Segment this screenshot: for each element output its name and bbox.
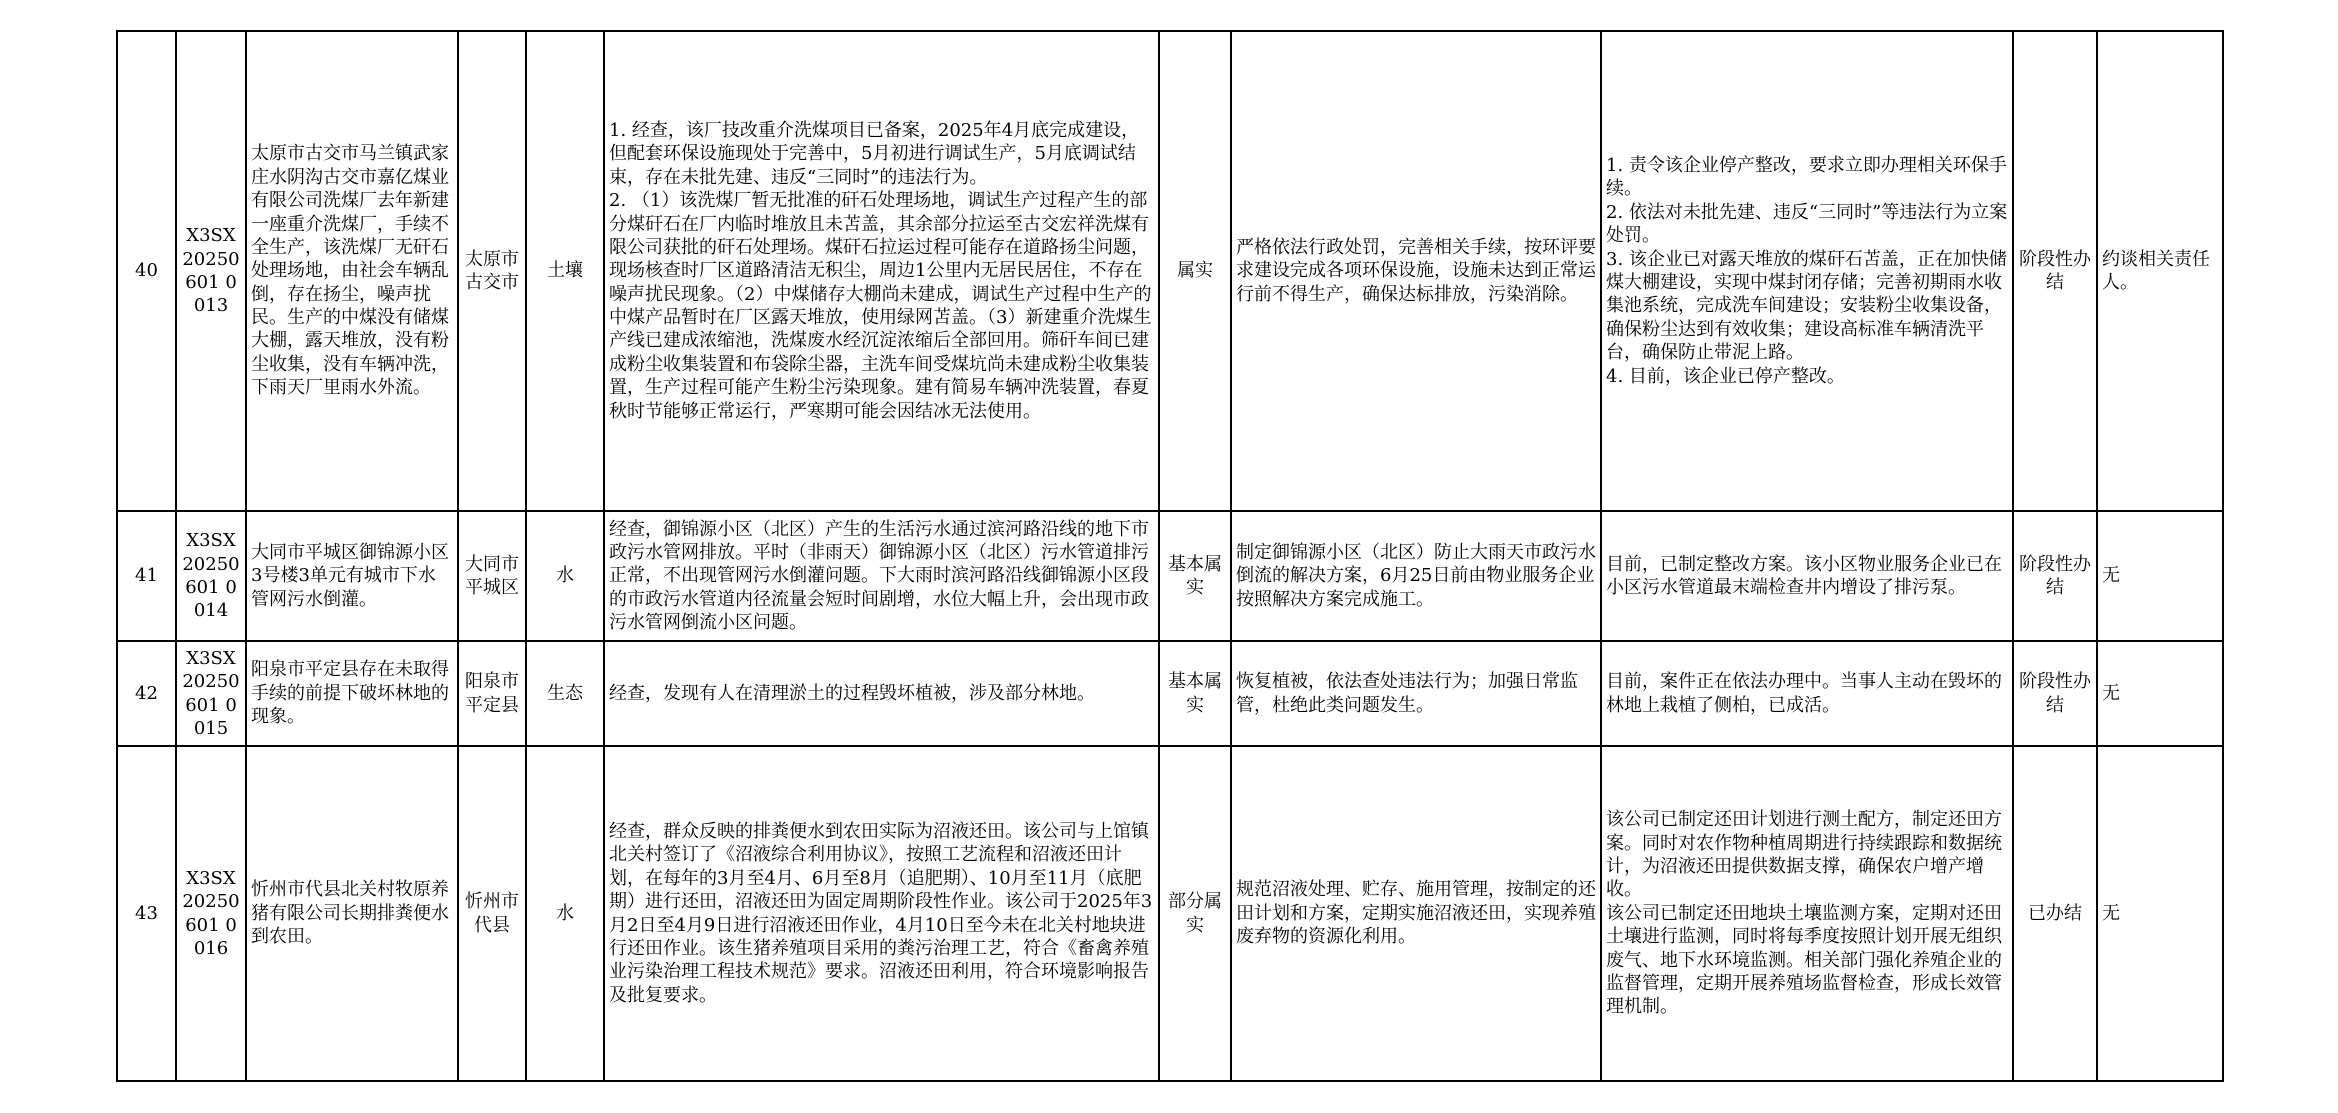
progress-line: 3. 该企业已对露天堆放的煤矸石苫盖，正在加快储煤大棚建设，实现中煤封闭存储；完善初期雨水收集池系统，完成洗车间建设；安装粉尘收集设备，确保粉尘达到有效收集；建设高标准车辆清洗平台，确保防止带泥上路。 xyxy=(1606,248,2007,364)
case-number: 41 xyxy=(117,511,176,641)
case-code: X3SX20250601 0016 xyxy=(176,746,246,1081)
table-row xyxy=(117,511,2223,641)
findings-line: 经查，御锦源小区（北区）产生的生活污水通过滨河路沿线的地下市政污水管网排放。平时（非雨天）御锦源小区（北区）污水管道排污正常，不出现管网污水倒灌问题。下大雨时滨河路沿线御锦源小区段的市政污水管道内径流量会短时间剧增，水位大幅上升，会出现市政污水管网倒流小区问题。 xyxy=(609,518,1149,634)
case-number: 43 xyxy=(117,746,176,1081)
progress-line: 该公司已制定还田计划进行测土配方，制定还田方案。同时对农作物种植周期进行持续跟踪和数据统计，为沼液还田提供数据支撑，确保农户增产增收。 xyxy=(1606,809,2002,901)
findings-line: 2. （1）该洗煤厂暂无批准的矸石处理场地，调试生产过程产生的部分煤矸石在厂内临时堆放且未苫盖，其余部分拉运至古交宏祥洗煤有限公司获批的矸石处理场。煤矸石拉运过程可能存在道路扬尘问题，现场核查时厂区道路清洁无积尘，周边1公里内无居民居住，不存在噪声扰民现象。（2）中煤储存大棚尚未建成，调试生产过程中生产的中煤产品暂时在厂区露天堆放，使用绿网苫盖。（3）新建重介洗煤生产线已建成浓缩池，洗煤废水经沉淀浓缩后全部回用。筛矸车间已建成粉尘收集装置和布袋除尘器，主洗车间受煤坑尚未建成粉尘收集装置，生产过程可能产生粉尘污染现象。建有简易车辆冲洗装置，春夏秋时节能够正常运行，严寒期可能会因结冰无法使用。 xyxy=(609,190,1152,422)
completion-status: 阶段性办结 xyxy=(2013,511,2097,641)
verification-result: 基本属实 xyxy=(1159,641,1231,746)
investigation-findings xyxy=(604,746,1159,1081)
rectification-plan: 制定御锦源小区（北区）防止大雨天市政污水倒流的解决方案，6月25日前由物业服务企业按照解决方案完成施工。 xyxy=(1231,511,1601,641)
rectification-plan: 恢复植被，依法查处违法行为；加强日常监管，杜绝此类问题发生。 xyxy=(1231,641,1601,746)
table-row xyxy=(117,641,2223,746)
completion-status: 已办结 xyxy=(2013,746,2097,1081)
verification-result: 基本属实 xyxy=(1159,511,1231,641)
complaint-content: 太原市古交市马兰镇武家庄水阴沟古交市嘉亿煤业有限公司洗煤厂去年新建一座重介洗煤厂，手续不全生产，该洗煤厂无矸石处理场地，由社会车辆乱倒，存在扬尘，噪声扰民。生产的中煤没有储煤大棚，露天堆放，没有粉尘收集，没有车辆冲洗，下雨天厂里雨水外流。 xyxy=(246,31,458,511)
verification-result: 属实 xyxy=(1159,31,1231,511)
progress-line: 2. 依法对未批先建、违反“三同时”等违法行为立案处罚。 xyxy=(1606,201,2008,247)
case-number: 42 xyxy=(117,641,176,746)
rectification-plan: 规范沼液处理、贮存、施用管理，按制定的还田计划和方案，定期实施沼液还田，实现养殖废弃物的资源化利用。 xyxy=(1231,746,1601,1081)
case-code: X3SX20250601 0015 xyxy=(176,641,246,746)
rectification-progress xyxy=(1601,746,2013,1081)
administrative-region: 太原市古交市 xyxy=(458,31,526,511)
pollution-type: 生态 xyxy=(526,641,604,746)
accountability: 约谈相关责任人。 xyxy=(2097,31,2223,511)
pollution-type: 水 xyxy=(526,511,604,641)
case-code: X3SX20250601 0014 xyxy=(176,511,246,641)
accountability: 无 xyxy=(2097,511,2223,641)
table-row xyxy=(117,746,2223,1081)
progress-line: 目前，已制定整改方案。该小区物业服务企业已在小区污水管道最末端检查井内增设了排污泵。 xyxy=(1606,553,2002,598)
rectification-progress xyxy=(1601,641,2013,746)
complaint-content: 阳泉市平定县存在未取得手续的前提下破坏林地的现象。 xyxy=(246,641,458,746)
completion-status: 阶段性办结 xyxy=(2013,641,2097,746)
case-number: 40 xyxy=(117,31,176,511)
findings-line: 经查，群众反映的排粪便水到农田实际为沼液还田。该公司与上馆镇北关村签订了《沼液综合利用协议》，按照工艺流程和沼液还田计划，在每年的3月至4月、6月至8月（追肥期）、10月至11月（底肥期）进行还田，沼液还田为固定周期阶段性作业。该公司于2025年3月2日至4月9日进行沼液还田作业，4月10日至今未在北关村地块进行还田作业。该生猪养殖项目采用的粪污治理工艺，符合《畜禽养殖业污染治理工程技术规范》要求。沼液还田利用，符合环境影响报告及批复要求。 xyxy=(609,820,1153,1006)
administrative-region: 忻州市代县 xyxy=(458,746,526,1081)
completion-status: 阶段性办结 xyxy=(2013,31,2097,511)
case-code: X3SX20250601 0013 xyxy=(176,31,246,511)
verification-result: 部分属实 xyxy=(1159,746,1231,1081)
progress-line: 1. 责令该企业停产整改，要求立即办理相关环保手续。 xyxy=(1606,155,2007,200)
findings-line: 1. 经查，该厂技改重介洗煤项目已备案，2025年4月底完成建设，但配套环保设施现处于完善中，5月初进行调试生产，5月底调试结束，存在未批先建、违反“三同时”的违法行为。 xyxy=(609,119,1140,188)
progress-line: 目前，案件正在依法办理中。当事人主动在毁坏的林地上栽植了侧柏，已成活。 xyxy=(1606,671,2002,716)
progress-line: 该公司已制定还田地块土壤监测方案，定期对还田土壤进行监测，同时将每季度按照计划开展无组织废气、地下水环境监测。相关部门强化养殖企业的监督管理，定期开展养殖场监督检查，形成长效管理机制。 xyxy=(1606,902,2002,1018)
investigation-findings xyxy=(604,511,1159,641)
accountability: 无 xyxy=(2097,641,2223,746)
pollution-type: 水 xyxy=(526,746,604,1081)
table-row xyxy=(117,31,2223,511)
investigation-findings xyxy=(604,641,1159,746)
administrative-region: 阳泉市平定县 xyxy=(458,641,526,746)
rectification-progress xyxy=(1601,511,2013,641)
case-table xyxy=(116,30,2224,1082)
rectification-progress xyxy=(1601,31,2013,511)
investigation-findings xyxy=(604,31,1159,511)
accountability: 无 xyxy=(2097,746,2223,1081)
administrative-region: 大同市平城区 xyxy=(458,511,526,641)
findings-line: 经查，发现有人在清理淤土的过程毁坏植被，涉及部分林地。 xyxy=(609,682,1095,704)
complaint-content: 大同市平城区御锦源小区3号楼3单元有城市下水管网污水倒灌。 xyxy=(246,511,458,641)
progress-line: 4. 目前，该企业已停产整改。 xyxy=(1606,365,1845,387)
complaint-content: 忻州市代县北关村牧原养猪有限公司长期排粪便水到农田。 xyxy=(246,746,458,1081)
pollution-type: 土壤 xyxy=(526,31,604,511)
rectification-plan: 严格依法行政处罚，完善相关手续，按环评要求建设完成各项环保设施，设施未达到正常运行前不得生产，确保达标排放，污染消除。 xyxy=(1231,31,1601,511)
